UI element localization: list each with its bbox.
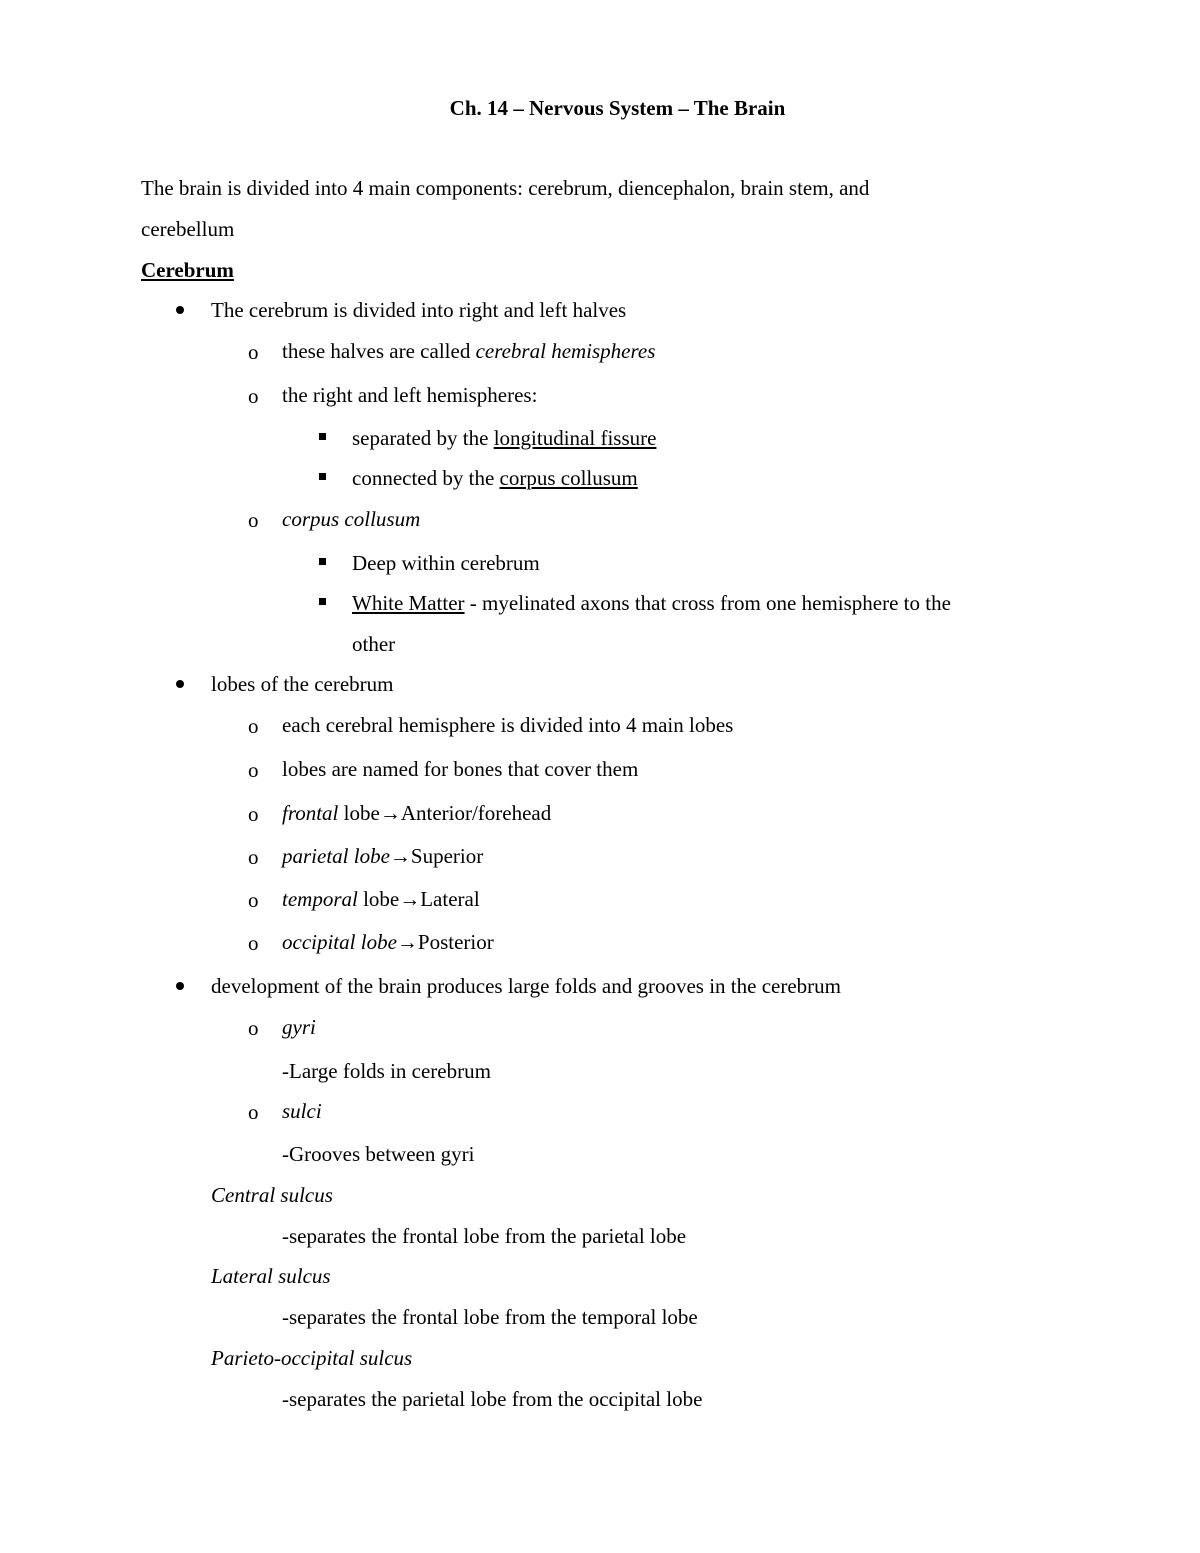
outline-subitem: the right and left hemispheres: (282, 383, 538, 407)
subitem-text: lobe (357, 887, 400, 911)
definition-text: -Grooves between gyri (282, 1142, 475, 1166)
square-bullet-icon (319, 433, 326, 440)
bullet-dot-icon (176, 982, 184, 990)
definition-text: -separates the parietal lobe from the occipital lobe (282, 1387, 703, 1411)
outline-item: development of the brain produces large folds and grooves in the cerebrum (211, 974, 841, 998)
term-occipital-lobe: occipital lobe (282, 930, 397, 954)
sub-bullet-marker: o (248, 758, 259, 782)
sub-bullet-marker: o (248, 931, 259, 955)
subitem-text: Lateral (420, 887, 480, 911)
sub-bullet-marker: o (248, 714, 259, 738)
sub-bullet-marker: o (248, 508, 259, 532)
intro-line-1: The brain is divided into 4 main components: cerebrum, diencephalon, brain stem, and (141, 176, 870, 200)
subitem-text: these halves are called (282, 339, 476, 363)
term-gyri: gyri (282, 1015, 316, 1039)
subitem-text: Superior (410, 844, 484, 868)
outline-subitem (282, 932, 494, 953)
sub-bullet-marker: o (248, 340, 259, 364)
outline-subsubitem (352, 428, 656, 449)
term-parietal-lobe: parietal lobe (282, 844, 390, 868)
outline-subitem: lobes are named for bones that cover them (282, 757, 639, 781)
term-sulci: sulci (282, 1099, 322, 1123)
square-bullet-icon (319, 473, 326, 480)
definition-text: -separates the frontal lobe from the parietal lobe (282, 1224, 687, 1248)
outline-subitem: each cerebral hemisphere is divided into 4 main lobes (282, 713, 734, 737)
sub-bullet-marker: o (248, 384, 259, 408)
definition-text: -separates the frontal lobe from the temporal lobe (282, 1305, 698, 1329)
term-cerebral-hemispheres: cerebral hemispheres (475, 339, 656, 363)
outline-subitem (282, 889, 480, 910)
intro-line-2: cerebellum (141, 217, 235, 241)
outline-continuation: other (352, 632, 396, 656)
term-parieto-occipital-sulcus: Parieto-occipital sulcus (211, 1346, 413, 1370)
term-frontal: frontal (282, 801, 339, 825)
term-central-sulcus: Central sulcus (211, 1183, 333, 1207)
arrow-icon: → (389, 844, 411, 868)
sub-bullet-marker: o (248, 1100, 259, 1124)
subitem-text: Posterior (417, 930, 494, 954)
outline-subsubitem (352, 468, 638, 489)
square-bullet-icon (319, 598, 326, 605)
outline-subitem (282, 846, 483, 867)
outline-subitem (282, 341, 655, 362)
arrow-icon: → (379, 801, 401, 825)
subitem-text: lobe (338, 801, 380, 825)
outline-subitem (282, 803, 551, 824)
section-heading-cerebrum: Cerebrum (141, 258, 234, 282)
subsubitem-text: separated by the (352, 426, 494, 450)
square-bullet-icon (319, 558, 326, 565)
subitem-text: Anterior/forehead (400, 801, 552, 825)
arrow-icon: → (396, 930, 418, 954)
bullet-dot-icon (176, 680, 184, 688)
subsubitem-text: - myelinated axons that cross from one hemisphere to the (464, 591, 951, 615)
term-lateral-sulcus: Lateral sulcus (211, 1264, 331, 1288)
outline-subsubitem (352, 593, 951, 614)
bullet-dot-icon (176, 306, 184, 314)
page-title: Ch. 14 – Nervous System – The Brain (449, 96, 786, 120)
outline-subsubitem: Deep within cerebrum (352, 551, 540, 575)
definition-text: -Large folds in cerebrum (282, 1059, 491, 1083)
arrow-icon: → (399, 887, 421, 911)
term-corpus-collusum: corpus collusum (499, 466, 638, 490)
outline-item: lobes of the cerebrum (211, 672, 394, 696)
sub-bullet-marker: o (248, 1016, 259, 1040)
subsubitem-text: connected by the (352, 466, 500, 490)
outline-item: The cerebrum is divided into right and left halves (211, 298, 627, 322)
sub-bullet-marker: o (248, 888, 259, 912)
outline-subitem: corpus collusum (282, 507, 421, 531)
term-longitudinal-fissure: longitudinal fissure (493, 426, 657, 450)
sub-bullet-marker: o (248, 802, 259, 826)
term-white-matter: White Matter (352, 591, 465, 615)
sub-bullet-marker: o (248, 845, 259, 869)
term-temporal: temporal (282, 887, 358, 911)
